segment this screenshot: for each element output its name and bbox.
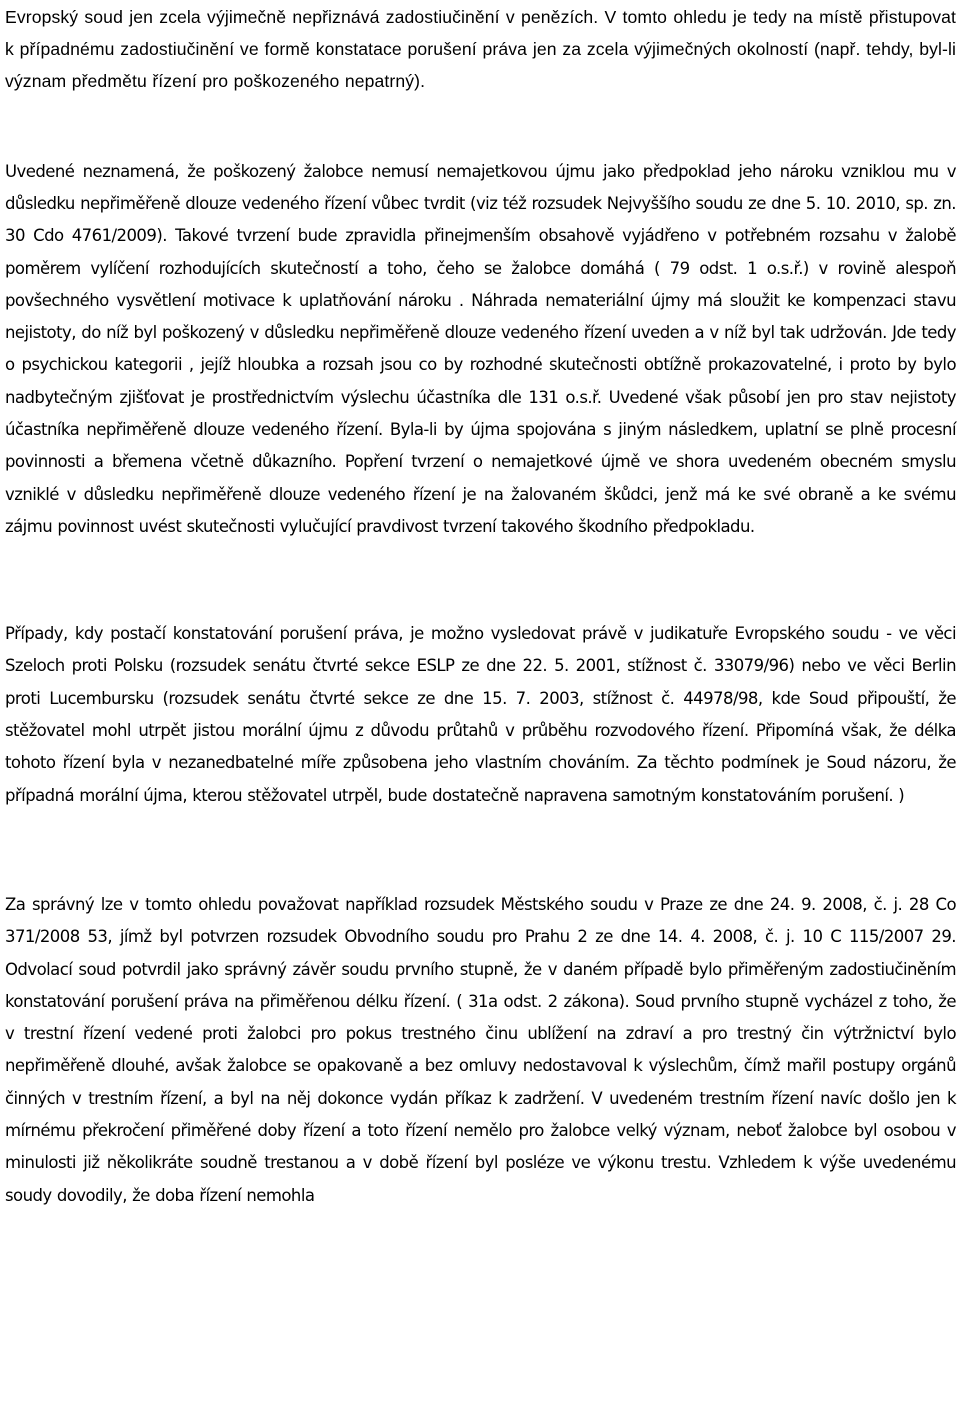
paragraph-compensation-in-money: Evropský soud jen zcela výjimečně nepřiznává zadostiučinění v penězích. V tomto ohledu je tedy na místě přistupovat k případnému zadostiučinění ve formě konstatace porušení práva jen za zcela výjimečných okolností (např. tehdy, byl-li význam předmětu řízení pro poškozeného nepatrný). (5, 7, 956, 92)
paragraph-echr-cases: Případy, kdy postačí konstatování porušení práva, je možno vysledovat právě v judikatuře Evropského soudu - ve věci Szeloch proti Polsku (rozsudek senátu čtvrté sekce ESLP ze dne 22. 5. 2001, stížnost č. 33079/96) nebo ve věci Berlin proti Lucembursku (rozsudek senátu čtvrté sekce ze dne 15. 7. 2003, stížnost č. 44978/98, kde Soud připouští, že stěžovatel mohl utrpět jistou morální újmu z důvodu průtahů v průběhu rozvodového řízení. Připomíná však, že délka tohoto řízení byla v nezanedbatelné míře způsobena jeho vlastním chováním. Za těchto podmínek je Soud názoru, že případná morální újma, kterou stěžovatel utrpěl, bude dostatečně napravena samotným konstatováním porušení. ) (5, 624, 956, 805)
document-page (5, 0, 956, 1212)
paragraph-prague-court-ruling: Za správný lze v tomto ohledu považovat například rozsudek Městského soudu v Praze ze dne 24. 9. 2008, č. j. 28 Co 371/2008 53, jímž byl potvrzen rozsudek Obvodního soudu pro Prahu 2 ze dne 14. 4. 2008, č. j. 10 C 115/2007 29. Odvolací soud potvrdil jako správný závěr soudu prvního stupně, že v daném případě bylo přiměřeným zadostiučiněním konstatování porušení práva na přiměřenou délku řízení. ( 31a odst. 2 zákona). Soud prvního stupně vycházel z toho, že v trestní řízení vedené proti žalobci pro pokus trestného činu ublížení na zdraví a pro trestný čin výtržnictví bylo nepřiměřeně dlouhé, avšak žalobce se opakovaně a bez omluvy nedostavoval k výslechům, čímž mařil postupy orgánů činných v trestním řízení, a byl na něj dokonce vydán příkaz k zadržení. V uvedeném trestním řízení navíc došlo jen k mírnému překročení přiměřené doby řízení a toto řízení nemělo pro žalobce velký význam, neboť žalobce byl osobou v minulosti již několikráte soudně trestanou a v době řízení byl posléze ve výkonu trestu. Vzhledem k výše uvedenému soudy dovodily, že doba řízení nemohla (5, 894, 956, 1205)
paragraph-non-pecuniary-harm: Uvedené neznamená, že poškozený žalobce nemusí nemajetkovou újmu jako předpoklad jeho nároku vzniklou mu v důsledku nepřiměřeně dlouze vedeného řízení vůbec tvrdit (viz též rozsudek Nejvyššího soudu ze dne 5. 10. 2010, sp. zn. 30 Cdo 4761/2009). Takové tvrzení bude zpravidla přinejmenším obsahově vyjádřeno v potřebném rozsahu v žalobě poměrem vylíčení rozhodujících skutečností a toho, čeho se žalobce domáhá ( 79 odst. 1 o.s.ř.) v rovině alespoň povšechného vysvětlení motivace k uplatňování nároku . Náhrada nemateriální újmy má sloužit ke kompenzaci stavu nejistoty, do níž byl poškozený v důsledku nepřiměřeně dlouze vedeného řízení uveden a v níž byl tak udržován. Jde tedy o psychickou kategorii , jejíž hloubka a rozsah jsou co by rozhodné skutečnosti obtížně prokazovatelné, i proto by bylo nadbytečným zjišťovat je prostřednictvím výslechu účastníka dle 131 o.s.ř. Uvedené však působí jen pro stav nejistoty účastníka nepřiměřeně dlouze vedeného řízení. Byla-li by újma spojována s jiným následkem, uplatní se plně procesní povinnosti a břemena včetně důkazního. Popření tvrzení o nemajetkové újmě ve shora uvedeném obecném smyslu vzniklé v důsledku nepřiměřeně dlouze vedeného řízení je na žalovaném škůdci, jenž má ke své obraně a ke svému zájmu povinnost uvést skutečnosti vylučující pravdivost tvrzení takového škodního předpokladu. (5, 161, 956, 536)
